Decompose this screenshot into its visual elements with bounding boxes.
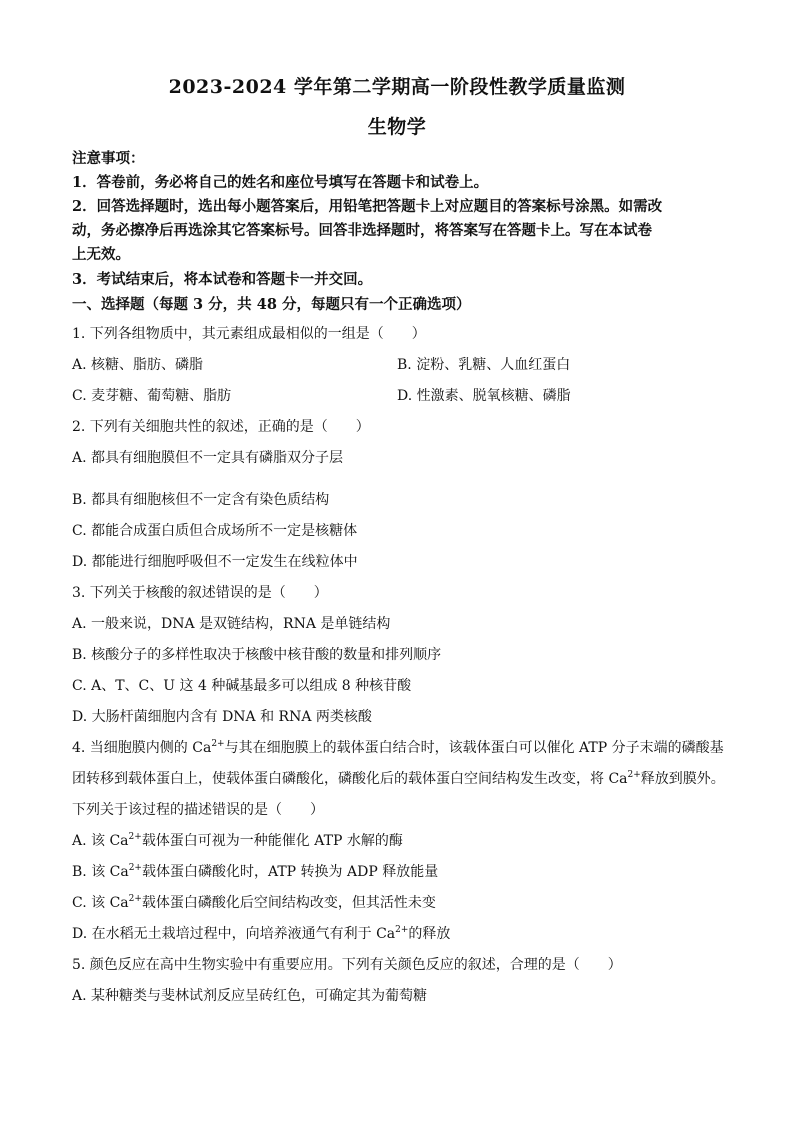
notes-heading: 注意事项： bbox=[72, 150, 145, 167]
notes-item-2-line-3: 上无效。 bbox=[72, 246, 130, 263]
q2-stem: 2. 下列有关细胞共性的叙述，正确的是（ ） bbox=[72, 419, 370, 435]
q2-option-d: D. 都能进行细胞呼吸但不一定发生在线粒体中 bbox=[72, 554, 358, 570]
notes-item-2-line-1: 2．回答选择题时，选出每小题答案后，用铅笔把答题卡上对应题目的答案标号涂黑。如需改 bbox=[72, 198, 663, 215]
section-heading: 一、选择题（每题 3 分，共 48 分，每题只有一个正确选项） bbox=[72, 296, 471, 313]
q4-superscript: 2+ bbox=[128, 832, 142, 842]
q4-option-d-text: 的释放 bbox=[408, 926, 451, 942]
q4-option-b-text: 载体蛋白磷酸化时，ATP 转换为 ADP 释放能量 bbox=[141, 864, 439, 880]
q5-option-a: A. 某种糖类与斐林试剂反应呈砖红色，可确定其为葡萄糖 bbox=[72, 988, 428, 1004]
q3-option-b: B. 核酸分子的多样性取决于核酸中核苷酸的数量和排列顺序 bbox=[72, 647, 442, 663]
q4-stem-line-2-a: 团转移到载体蛋白上，使载体蛋白磷酸化，磷酸化后的载体蛋白空间结构发生改变，将 Ca bbox=[72, 771, 628, 787]
q4-stem-line-2-b: 释放到膜外。 bbox=[640, 771, 725, 787]
q4-option-a-text: 载体蛋白可视为一种能催化 ATP 水解的酶 bbox=[141, 833, 403, 849]
exam-title: 2023-2024 学年第二学期高一阶段性教学质量监测 bbox=[168, 76, 626, 98]
q4-option-c bbox=[72, 893, 724, 913]
q4-option-a-prefix: A. 该 Ca bbox=[72, 833, 129, 849]
q3-option-c: C. A、T、C、U 这 4 种碱基最多可以组成 8 种核苷酸 bbox=[72, 678, 412, 694]
q4-option-a bbox=[72, 831, 724, 851]
q5-stem: 5. 颜色反应在高中生物实验中有重要应用。下列有关颜色反应的叙述，合理的是（ ） bbox=[72, 957, 622, 973]
q3-stem: 3. 下列关于核酸的叙述错误的是（ ） bbox=[72, 585, 328, 601]
q1-stem: 1. 下列各组物质中，其元素组成最相似的一组是（ ） bbox=[72, 326, 426, 342]
q4-option-d-prefix: D. 在水稻无土栽培过程中，向培养液通气有利于 Ca bbox=[72, 926, 396, 942]
q4-superscript: 2+ bbox=[395, 925, 409, 935]
q4-option-b-prefix: B. 该 Ca bbox=[72, 864, 129, 880]
q4-superscript: 2+ bbox=[128, 863, 142, 873]
notes-item-3: 3．考试结束后，将本试卷和答题卡一并交回。 bbox=[72, 271, 373, 288]
q3-option-d: D. 大肠杆菌细胞内含有 DNA 和 RNA 两类核酸 bbox=[72, 709, 372, 725]
q4-superscript: 2+ bbox=[211, 739, 225, 749]
subject-title: 生物学 bbox=[367, 116, 427, 138]
q4-stem-line-3: 下列关于该过程的描述错误的是（ ） bbox=[72, 802, 324, 818]
q4-superscript: 2+ bbox=[128, 894, 142, 904]
q3-option-a: A. 一般来说，DNA 是双链结构，RNA 是单链结构 bbox=[72, 616, 391, 632]
notes-item-1: 1．答卷前，务必将自己的姓名和座位号填写在答题卡和试卷上。 bbox=[72, 174, 489, 191]
q2-option-a: A. 都具有细胞膜但不一定具有磷脂双分子层 bbox=[72, 450, 344, 466]
q4-stem-line-1-a: 4. 当细胞膜内侧的 Ca bbox=[72, 740, 212, 756]
q4-option-b bbox=[72, 862, 724, 882]
q2-option-b: B. 都具有细胞核但不一定含有染色质结构 bbox=[72, 492, 330, 508]
q4-option-d bbox=[72, 924, 724, 944]
q1-option-a: A. 核糖、脂肪、磷脂 bbox=[72, 357, 204, 373]
q4-stem-line-1 bbox=[72, 738, 724, 758]
q1-option-b: B. 淀粉、乳糖、人血红蛋白 bbox=[397, 357, 571, 373]
q1-option-c: C. 麦芽糖、葡萄糖、脂肪 bbox=[72, 388, 232, 404]
q4-stem-line-2 bbox=[72, 769, 724, 789]
q4-stem-line-1-b: 与其在细胞膜上的载体蛋白结合时，该载体蛋白可以催化 ATP 分子末端的磷酸基 bbox=[224, 740, 724, 756]
q4-option-c-text: 载体蛋白磷酸化后空间结构改变，但其活性未变 bbox=[141, 895, 436, 911]
q1-option-d: D. 性激素、脱氧核糖、磷脂 bbox=[397, 388, 571, 404]
q4-option-c-prefix: C. 该 Ca bbox=[72, 895, 129, 911]
q4-superscript: 2+ bbox=[627, 770, 641, 780]
q2-option-c: C. 都能合成蛋白质但合成场所不一定是核糖体 bbox=[72, 523, 358, 539]
notes-item-2-line-2: 动，务必擦净后再选涂其它答案标号。回答非选择题时，将答案写在答题卡上。写在本试卷 bbox=[72, 222, 652, 239]
